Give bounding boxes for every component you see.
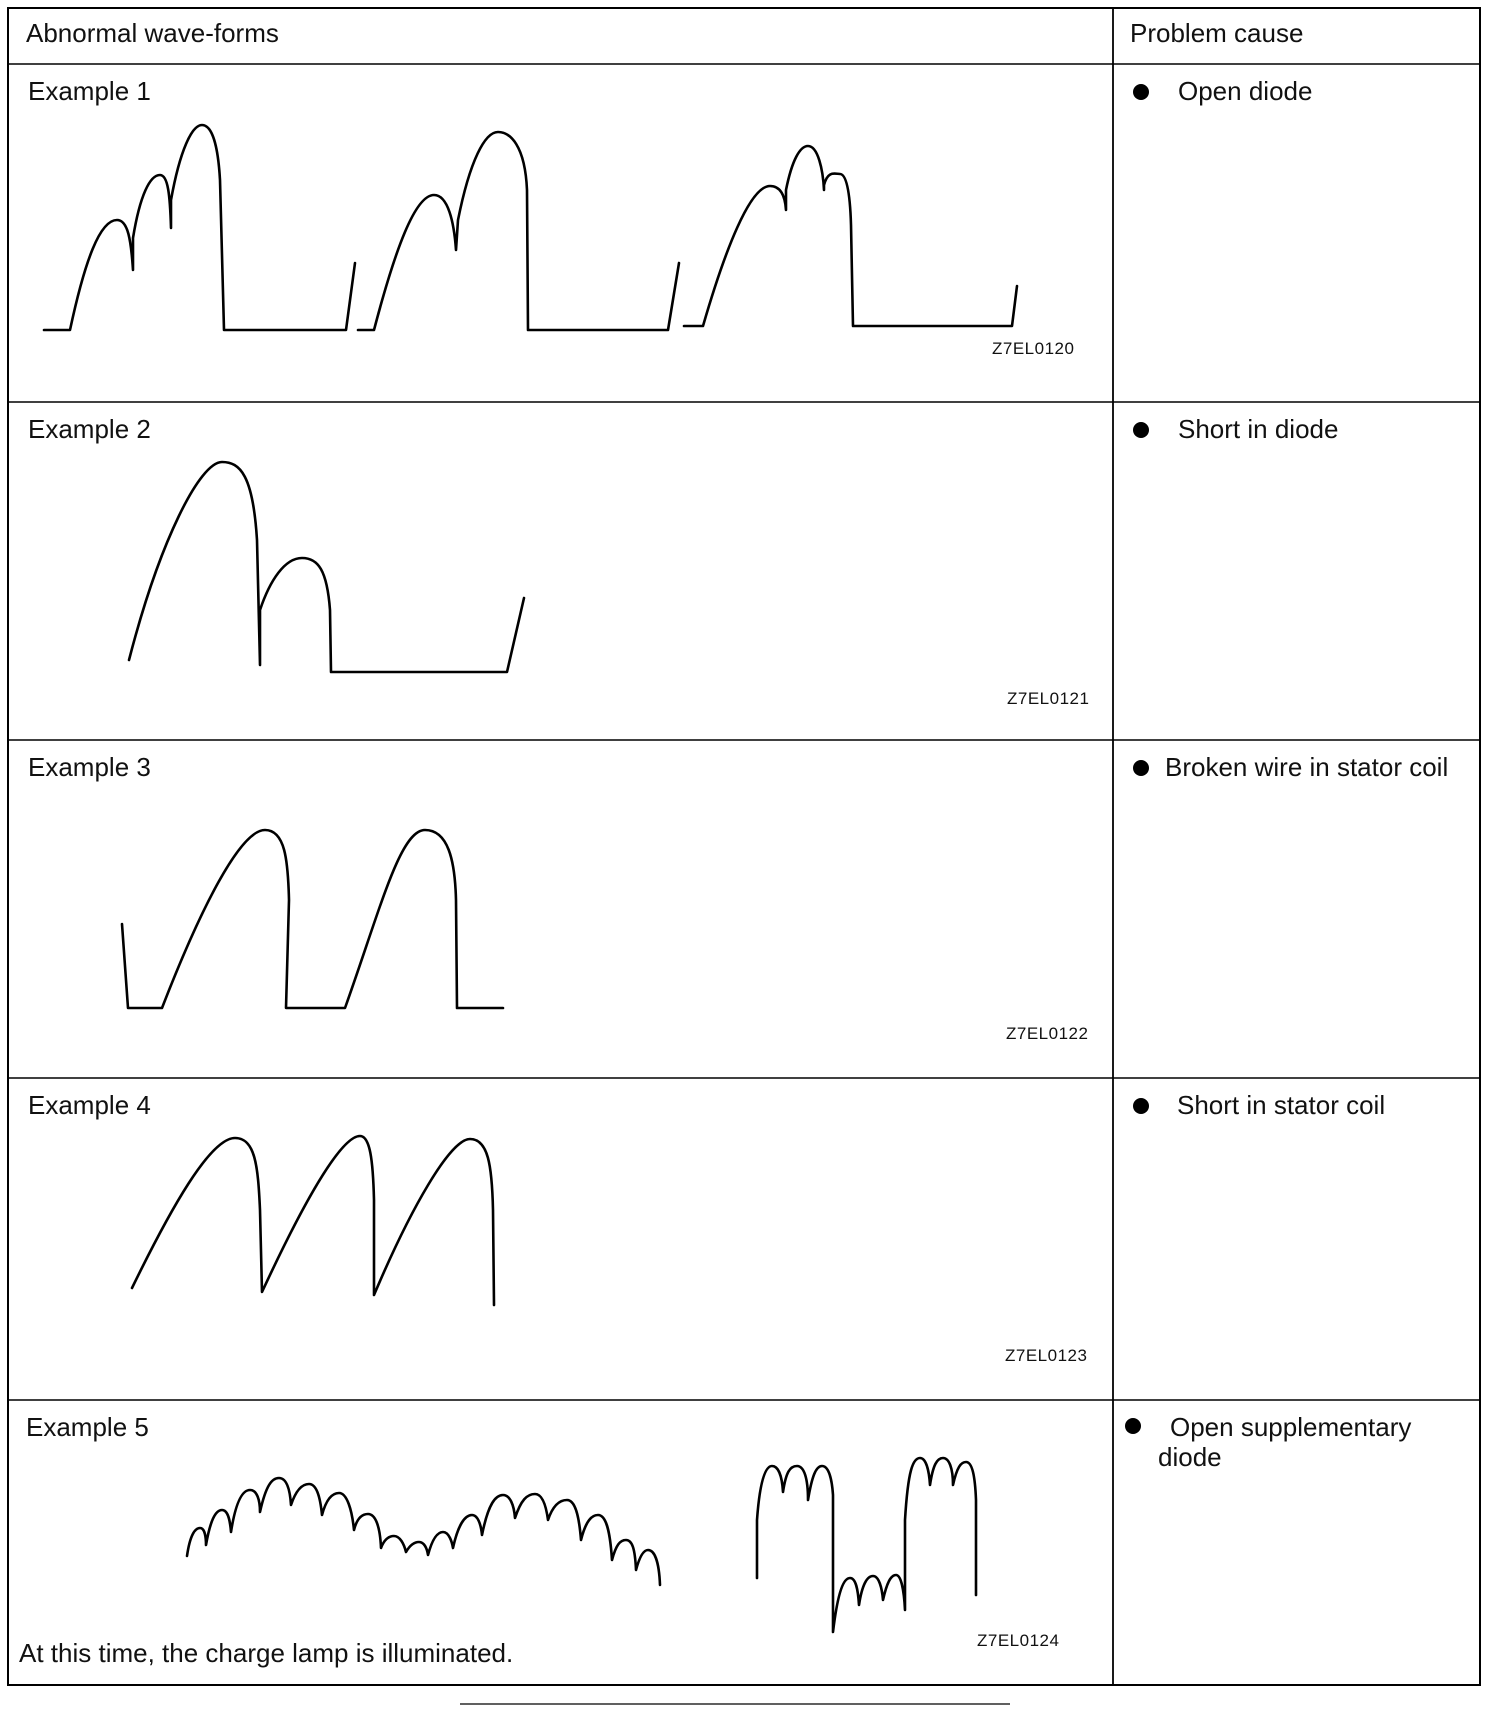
example-2-label: Example 2	[28, 414, 151, 444]
figure-code-3: Z7EL0122	[1006, 1024, 1089, 1043]
header-problem-cause: Problem cause	[1130, 18, 1304, 48]
figure-code-4: Z7EL0123	[1005, 1346, 1088, 1365]
waveform-example-5a	[187, 1478, 660, 1585]
cause-5-line-1: Open supplementary	[1170, 1412, 1412, 1442]
cause-5-line-2: diode	[1158, 1442, 1222, 1472]
cause-1: Open diode	[1178, 76, 1313, 106]
header-waveforms: Abnormal wave-forms	[26, 18, 279, 48]
figure-code-2: Z7EL0121	[1007, 689, 1090, 708]
cause-2: Short in diode	[1178, 414, 1339, 444]
figure-code-1: Z7EL0120	[992, 339, 1075, 358]
example-1-label: Example 1	[28, 76, 151, 106]
waveform-example-3	[122, 830, 503, 1008]
waveform-example-1	[44, 125, 1017, 330]
example-3-label: Example 3	[28, 752, 151, 782]
waveform-example-5b	[757, 1458, 976, 1632]
figure-code-5: Z7EL0124	[977, 1631, 1060, 1650]
waveform-example-2	[129, 462, 524, 672]
example-5-label: Example 5	[26, 1412, 149, 1442]
waveform-example-4	[132, 1136, 494, 1305]
charge-lamp-note: At this time, the charge lamp is illuminated.	[19, 1638, 514, 1668]
cause-4: Short in stator coil	[1177, 1090, 1386, 1120]
cause-3: Broken wire in stator coil	[1165, 752, 1449, 782]
example-4-label: Example 4	[28, 1090, 151, 1120]
